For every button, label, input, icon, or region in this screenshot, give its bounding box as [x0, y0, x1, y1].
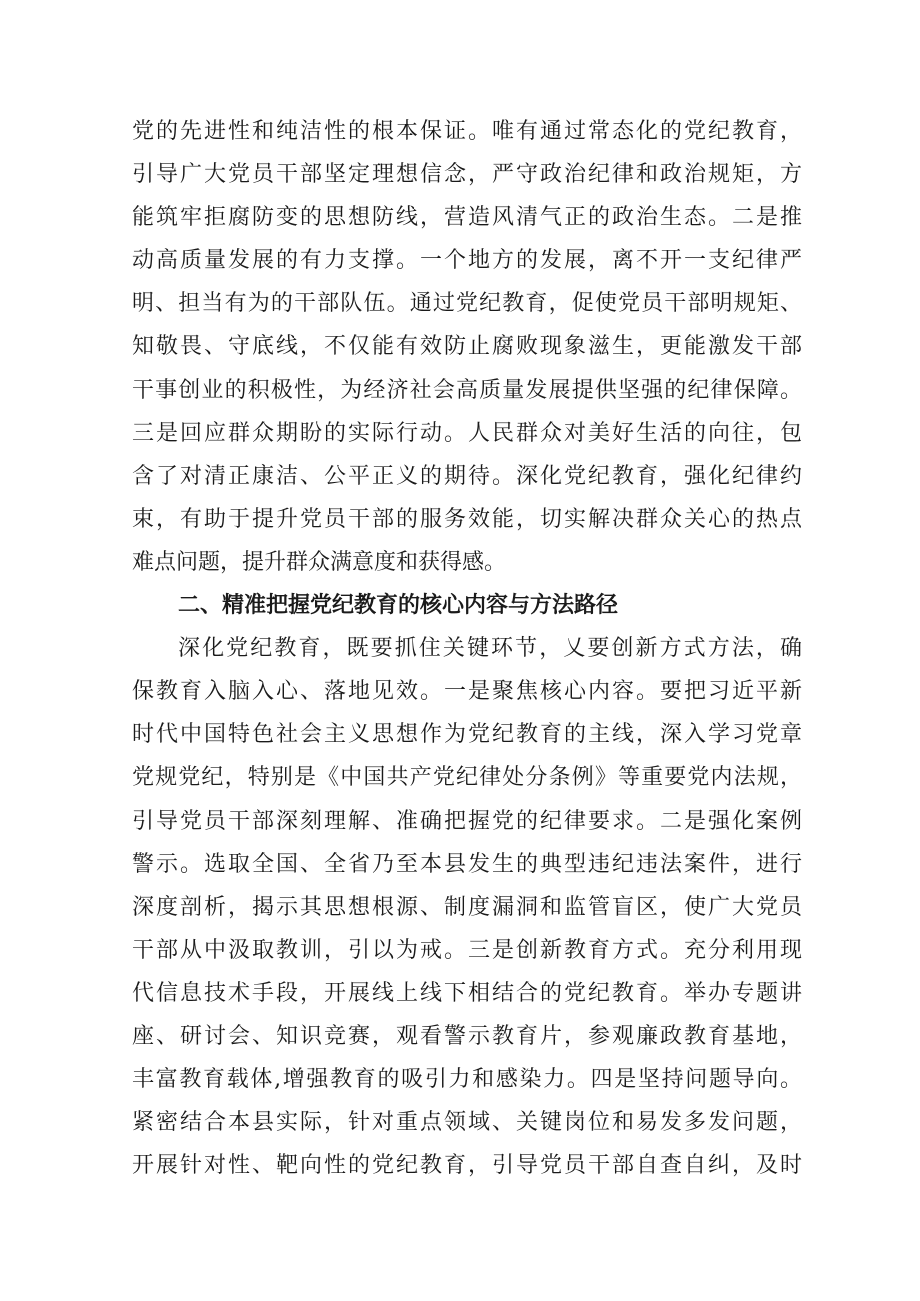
text-line: 引导党员干部深刻理解、准确把握党的纪律要求。二是强化案例	[132, 808, 802, 834]
text-line: 丰富教育载体,增强教育的吸引力和感染力。四是坚持问题导向。	[132, 1067, 802, 1093]
text-line: 深化党纪教育，既要抓住关键环节，乂要创新方式方法，确	[178, 636, 802, 662]
text-line: 时代中国特色社会主义思想作为党纪教育的主线，深入学习党章	[132, 722, 802, 748]
text-line: 明、担当有为的干部队伍。通过党纪教育，促使党员干部明规矩、	[132, 291, 802, 317]
text-line: 能筑牢拒腐防变的思想防线，营造风清气正的政治生态。二是推	[132, 205, 802, 231]
text-line: 动高质量发展的有力支撑。一个地方的发展，离不开一支纪律严	[132, 248, 802, 274]
text-line: 座、研讨会、知识竞赛，观看警示教育片，参观廉政教育基地，	[132, 1023, 802, 1049]
text-line: 干事创业的积极性，为经济社会高质量发展提供坚强的纪律保障。	[132, 377, 802, 403]
text-line: 难点问题，提升群众满意度和获得感。	[132, 549, 507, 575]
text-line: 开展针对性、靶向性的党纪教育，引导党员干部自查自纠，及时	[132, 1153, 802, 1179]
text-line: 干部从中汲取教训，引以为戒。三是创新教育方式。充分利用现	[132, 937, 802, 963]
text-line: 警示。选取全国、全省乃至本县发生的典型违纪违法案件，进行	[132, 851, 802, 877]
text-line: 党的先进性和纯洁性的根本保证。唯有通过常态化的党纪教育，	[132, 119, 802, 144]
section-heading: 二、精准把握党纪教育的核心内容与方法路径	[178, 593, 619, 619]
text-line: 三是回应群众期盼的实际行动。人民群众对美好生活的向往，包	[132, 420, 802, 446]
document-body	[132, 110, 802, 1187]
text-line: 含了对清正康洁、公平正义的期待。深化党纪教育，强化纪律约	[132, 463, 802, 489]
text-line: 引导广大党员干部坚定理想信念，严守政治纪律和政治规矩，方	[132, 162, 802, 188]
text-line: 党规党纪，特别是《中国共产党纪律处分条例》等重要党内法规，	[132, 765, 802, 791]
text-line: 紧密结合本县实际，针对重点领域、关键岗位和易发多发问题，	[132, 1110, 802, 1136]
text-line: 深度剖析，揭示其思想根源、制度漏洞和监管盲区，使广大党员	[132, 894, 802, 920]
text-line: 保教育入脑入心、落地见效。一是聚焦核心内容。要把习近平新	[132, 679, 802, 705]
text-line: 知敬畏、守底线，不仅能有效防止腐败现象滋生，更能激发干部	[132, 334, 802, 360]
text-line: 束，有助于提升党员干部的服务效能，切实解决群众关心的热点	[132, 506, 802, 532]
text-line: 代信息技术手段，开展线上线下相结合的党纪教育。举办专题讲	[132, 980, 802, 1006]
